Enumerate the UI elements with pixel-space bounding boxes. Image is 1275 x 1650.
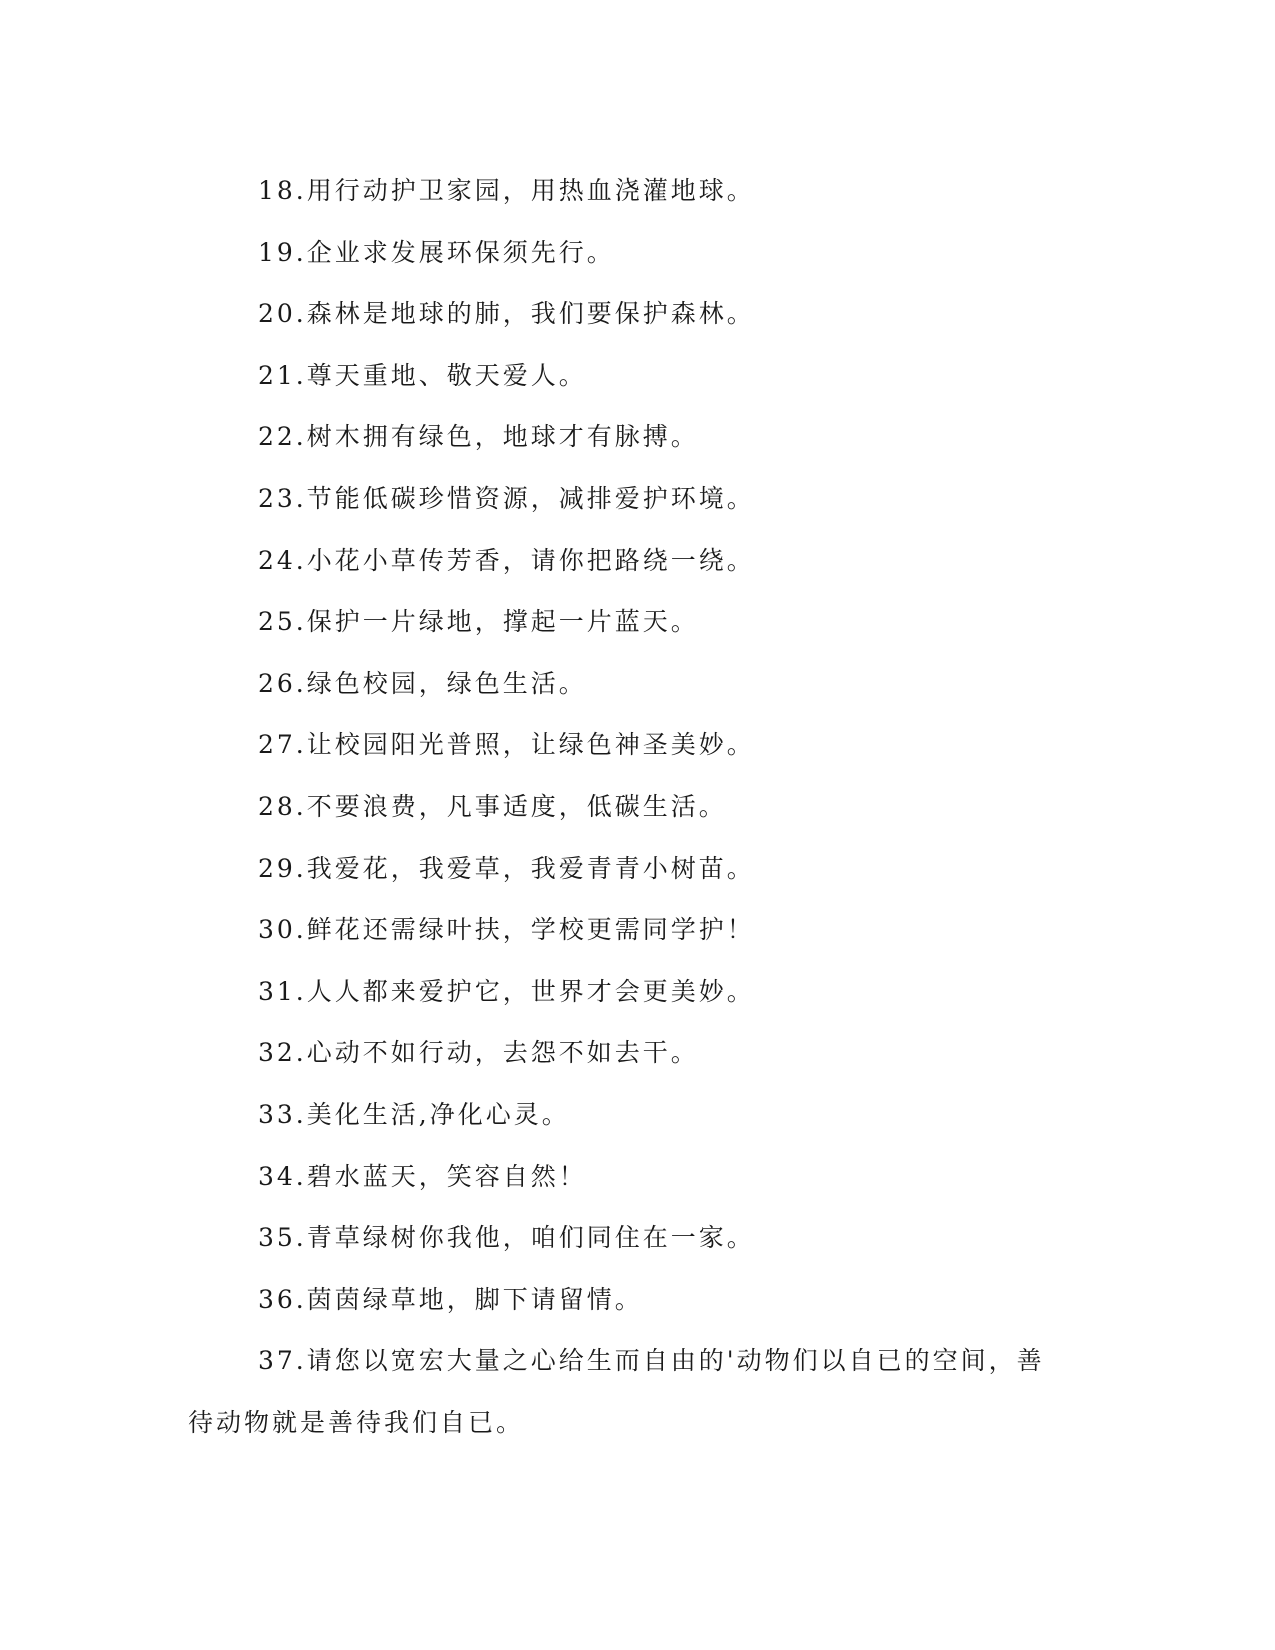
slogan-item: 28.不要浪费，凡事适度，低碳生活。 xyxy=(258,791,727,821)
slogan-item: 20.森林是地球的肺，我们要保护森林。 xyxy=(258,299,755,329)
slogan-item: 31.人人都来爱护它，世界才会更美妙。 xyxy=(258,976,755,1006)
slogan-item: 24.小花小草传芳香，请你把路绕一绕。 xyxy=(258,545,755,575)
slogan-item: 36.茵茵绿草地，脚下请留情。 xyxy=(258,1284,643,1314)
slogan-item: 21.尊天重地、敬天爱人。 xyxy=(258,360,587,390)
slogan-item: 34.碧水蓝天，笑容自然！ xyxy=(258,1161,587,1191)
slogan-list xyxy=(188,160,1068,1453)
slogan-item: 25.保护一片绿地，撑起一片蓝天。 xyxy=(258,607,699,637)
slogan-item: 23.节能低碳珍惜资源，减排爱护环境。 xyxy=(258,483,755,513)
slogan-item: 32.心动不如行动，去怨不如去干。 xyxy=(258,1038,699,1068)
slogan-item-multiline: 37.请您以宽宏大量之心给生而自由的'动物们以自已的空间，善待动物就是善待我们自已。 xyxy=(188,1346,1045,1437)
slogan-item: 33.美化生活,净化心灵。 xyxy=(258,1099,570,1129)
slogan-item: 26.绿色校园，绿色生活。 xyxy=(258,668,587,698)
slogan-item: 22.树木拥有绿色，地球才有脉搏。 xyxy=(258,422,699,452)
slogan-item: 29.我爱花，我爱草，我爱青青小树苗。 xyxy=(258,853,755,883)
slogan-item: 27.让校园阳光普照，让绿色神圣美妙。 xyxy=(258,730,755,760)
slogan-item: 18.用行动护卫家园，用热血浇灌地球。 xyxy=(258,176,755,205)
slogan-item: 30.鲜花还需绿叶扶，学校更需同学护！ xyxy=(258,915,755,945)
slogan-item: 35.青草绿树你我他，咱们同住在一家。 xyxy=(258,1223,755,1253)
slogan-item: 19.企业求发展环保须先行。 xyxy=(258,237,615,267)
